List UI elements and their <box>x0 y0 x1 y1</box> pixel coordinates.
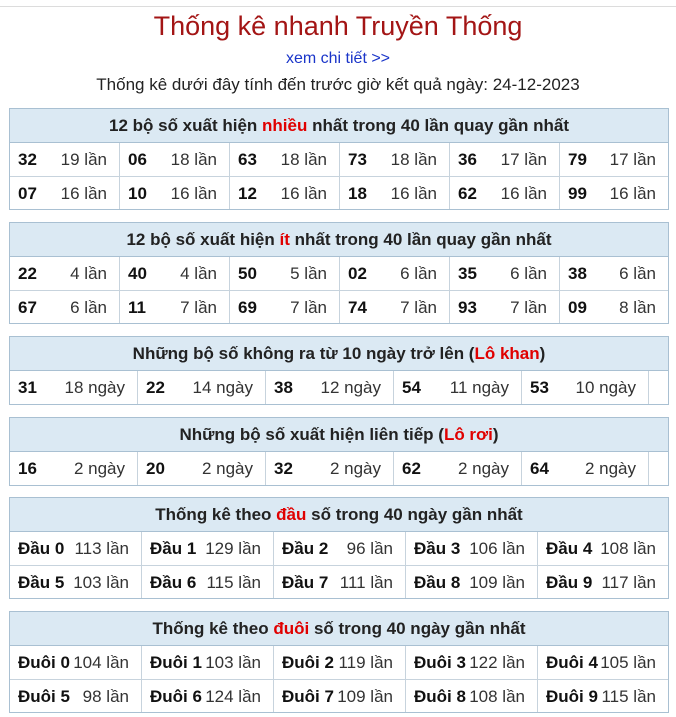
stat-count: 6 lần <box>400 264 437 283</box>
stat-count: 108 lần <box>600 539 656 558</box>
stat-row <box>10 257 668 290</box>
stat-count: 104 lần <box>73 653 129 672</box>
stat-count: 7 lần <box>290 298 327 317</box>
stat-count: 7 lần <box>180 298 217 317</box>
stat-count: 18 ngày <box>64 378 125 397</box>
stat-cell <box>142 532 274 565</box>
stat-cell <box>522 452 649 485</box>
section-heading: Những bộ số không ra từ 10 ngày trở lên (Lô khan) <box>10 337 668 371</box>
stat-cell <box>230 257 340 290</box>
stat-count: 124 lần <box>205 687 261 706</box>
stat-count: 19 lần <box>60 150 107 169</box>
stat-number: 79 <box>568 150 587 169</box>
stat-count: 17 lần <box>609 150 656 169</box>
stat-cell <box>340 291 450 323</box>
stat-cell <box>10 291 120 323</box>
stat-number: 22 <box>146 378 165 397</box>
stat-cell <box>450 177 560 209</box>
stat-count: 14 ngày <box>192 378 253 397</box>
stat-count: 122 lần <box>469 653 525 672</box>
stat-cell <box>10 177 120 209</box>
stat-number: 40 <box>128 264 147 283</box>
stat-cell <box>538 532 668 565</box>
stat-count: 17 lần <box>500 150 547 169</box>
stat-cell <box>340 143 450 176</box>
least-frequent-section <box>9 222 669 324</box>
stat-count: 18 lần <box>390 150 437 169</box>
stat-cell <box>450 257 560 290</box>
stat-cell <box>10 371 138 404</box>
stat-row <box>10 565 668 598</box>
stat-count: 109 lần <box>469 573 525 592</box>
stat-count: 2 ngày <box>201 459 253 478</box>
stat-number: 99 <box>568 184 587 203</box>
stat-number: 32 <box>274 459 293 478</box>
stat-number: Đầu 1 <box>150 539 197 558</box>
stat-number: 07 <box>18 184 37 203</box>
stat-cell <box>120 291 230 323</box>
duoi-section <box>9 611 669 713</box>
stat-count: 4 lần <box>180 264 217 283</box>
stat-number: 53 <box>530 378 549 397</box>
stat-number: 12 <box>238 184 257 203</box>
stat-cell <box>10 143 120 176</box>
stat-cell <box>450 143 560 176</box>
view-details-link[interactable]: xem chi tiết >> <box>285 50 391 67</box>
stat-count: 2 ngày <box>73 459 125 478</box>
stat-count: 119 lần <box>338 653 393 672</box>
stat-number: 64 <box>530 459 549 478</box>
stat-count: 6 lần <box>70 298 107 317</box>
stat-count: 2 ngày <box>457 459 509 478</box>
stat-cell <box>538 680 668 712</box>
stat-number: Đuôi 3 <box>414 653 466 672</box>
stat-count: 6 lần <box>619 264 656 283</box>
stat-number: 36 <box>458 150 477 169</box>
stat-number: 74 <box>348 298 367 317</box>
stat-row <box>10 143 668 176</box>
stat-cell <box>10 680 142 712</box>
stat-cell <box>406 646 538 679</box>
stat-count: 106 lần <box>469 539 525 558</box>
section-heading: Thống kê theo đuôi số trong 40 ngày gần nhất <box>10 612 668 646</box>
stat-number: Đầu 3 <box>414 539 461 558</box>
stat-number: Đầu 8 <box>414 573 461 592</box>
stat-number: 20 <box>146 459 165 478</box>
page-subtitle: Thống kê dưới đây tính đến trước giờ kết quả ngày: 24-12-2023 <box>96 75 580 94</box>
stat-number: 16 <box>18 459 37 478</box>
stat-cell <box>274 532 406 565</box>
stat-cell <box>142 566 274 598</box>
most-frequent-section <box>9 108 669 210</box>
section-heading: 12 bộ số xuất hiện ít nhất trong 40 lần quay gần nhất <box>10 223 668 257</box>
stat-count: 111 lần <box>339 573 393 592</box>
stat-count: 11 ngày <box>449 378 509 397</box>
stat-number: 09 <box>568 298 587 317</box>
empty-cell <box>649 371 668 404</box>
stat-row <box>10 176 668 209</box>
stat-number: 22 <box>18 264 37 283</box>
stat-count: 10 ngày <box>575 378 636 397</box>
stat-number: Đuôi 1 <box>150 653 202 672</box>
section-heading: Thống kê theo đầu số trong 40 ngày gần nhất <box>10 498 668 532</box>
stat-number: 35 <box>458 264 477 283</box>
stat-count: 5 lần <box>290 264 327 283</box>
stat-count: 16 lần <box>170 184 217 203</box>
stat-cell <box>120 143 230 176</box>
stat-number: 31 <box>18 378 37 397</box>
lo-roi-section <box>9 417 669 486</box>
stat-cell <box>560 177 668 209</box>
stat-cell <box>394 371 522 404</box>
stat-row <box>10 452 668 485</box>
stat-cell <box>274 646 406 679</box>
stat-number: 62 <box>402 459 421 478</box>
stat-cell <box>142 646 274 679</box>
stat-count: 7 lần <box>400 298 437 317</box>
stat-number: Đầu 0 <box>18 539 65 558</box>
stat-cell <box>560 291 668 323</box>
stat-count: 108 lần <box>469 687 525 706</box>
stat-count: 96 lần <box>346 539 393 558</box>
stat-cell <box>274 680 406 712</box>
stat-cell <box>10 646 142 679</box>
stat-count: 2 ngày <box>329 459 381 478</box>
stat-number: Đuôi 4 <box>546 653 598 672</box>
stat-cell <box>538 646 668 679</box>
stat-number: Đầu 6 <box>150 573 197 592</box>
stat-number: 32 <box>18 150 37 169</box>
stat-count: 18 lần <box>170 150 217 169</box>
stat-cell <box>274 566 406 598</box>
stat-cell <box>10 257 120 290</box>
stat-number: Đầu 7 <box>282 573 329 592</box>
stat-number: 54 <box>402 378 421 397</box>
stat-cell <box>450 291 560 323</box>
stat-cell <box>138 452 266 485</box>
stat-row <box>10 290 668 323</box>
page-header <box>0 0 676 95</box>
stat-cell <box>138 371 266 404</box>
stat-count: 7 lần <box>510 298 547 317</box>
stat-number: 38 <box>568 264 587 283</box>
stat-row <box>10 646 668 679</box>
stat-cell <box>10 566 142 598</box>
stat-number: 62 <box>458 184 477 203</box>
stat-count: 2 ngày <box>584 459 636 478</box>
stat-cell <box>266 452 394 485</box>
stat-number: Đuôi 2 <box>282 653 334 672</box>
stat-number: 63 <box>238 150 257 169</box>
stat-number: 73 <box>348 150 367 169</box>
stat-cell <box>230 177 340 209</box>
stat-count: 16 lần <box>500 184 547 203</box>
lo-khan-section <box>9 336 669 405</box>
stat-number: Đầu 4 <box>546 539 593 558</box>
stat-cell <box>230 143 340 176</box>
stat-cell <box>538 566 668 598</box>
stat-cell <box>120 257 230 290</box>
stat-number: Đầu 5 <box>18 573 65 592</box>
stat-number: Đuôi 5 <box>18 687 70 706</box>
stat-number: 18 <box>348 184 367 203</box>
stat-cell <box>10 452 138 485</box>
stat-count: 98 lần <box>82 687 129 706</box>
stat-count: 105 lần <box>600 653 656 672</box>
stat-cell <box>340 257 450 290</box>
section-heading: 12 bộ số xuất hiện nhiều nhất trong 40 lần quay gần nhất <box>10 109 668 143</box>
empty-cell <box>649 452 668 485</box>
stat-cell <box>406 680 538 712</box>
stat-count: 117 lần <box>601 573 656 592</box>
stat-number: Đuôi 8 <box>414 687 466 706</box>
top-divider <box>0 6 676 7</box>
stat-number: 93 <box>458 298 477 317</box>
stat-cell <box>522 371 649 404</box>
stat-count: 109 lần <box>337 687 393 706</box>
stat-cell <box>340 177 450 209</box>
stat-count: 8 lần <box>619 298 656 317</box>
stat-count: 6 lần <box>510 264 547 283</box>
dau-section <box>9 497 669 599</box>
stat-row <box>10 679 668 712</box>
stat-number: Đuôi 0 <box>18 653 70 672</box>
stat-count: 16 lần <box>390 184 437 203</box>
stat-number: 02 <box>348 264 367 283</box>
stat-number: Đuôi 7 <box>282 687 334 706</box>
stat-cell <box>230 291 340 323</box>
stat-count: 12 ngày <box>320 378 381 397</box>
stat-number: Đầu 2 <box>282 539 329 558</box>
section-heading: Những bộ số xuất hiện liên tiếp (Lô rơi) <box>10 418 668 452</box>
stat-count: 103 lần <box>73 573 129 592</box>
stat-number: 50 <box>238 264 257 283</box>
stat-count: 16 lần <box>280 184 327 203</box>
stat-count: 113 lần <box>74 539 129 558</box>
stat-cell <box>142 680 274 712</box>
stat-number: Đuôi 9 <box>546 687 598 706</box>
stat-number: Đuôi 6 <box>150 687 202 706</box>
stat-number: 10 <box>128 184 147 203</box>
stat-cell <box>394 452 522 485</box>
stat-count: 103 lần <box>205 653 261 672</box>
stat-number: 67 <box>18 298 37 317</box>
stat-cell <box>120 177 230 209</box>
stat-number: 11 <box>128 298 146 317</box>
stat-number: 06 <box>128 150 147 169</box>
stat-number: 38 <box>274 378 293 397</box>
stat-cell <box>560 257 668 290</box>
stat-cell <box>406 566 538 598</box>
stat-row <box>10 371 668 404</box>
stat-count: 4 lần <box>70 264 107 283</box>
stat-cell <box>560 143 668 176</box>
page-title: Thống kê nhanh Truyền Thống <box>153 11 523 41</box>
stat-cell <box>266 371 394 404</box>
stat-count: 115 lần <box>206 573 261 592</box>
stat-count: 115 lần <box>601 687 656 706</box>
stat-row <box>10 532 668 565</box>
stat-number: Đầu 9 <box>546 573 593 592</box>
stat-cell <box>406 532 538 565</box>
stat-count: 129 lần <box>205 539 261 558</box>
stat-number: 69 <box>238 298 257 317</box>
stat-cell <box>10 532 142 565</box>
stat-count: 16 lần <box>609 184 656 203</box>
stat-count: 16 lần <box>60 184 107 203</box>
stat-count: 18 lần <box>280 150 327 169</box>
